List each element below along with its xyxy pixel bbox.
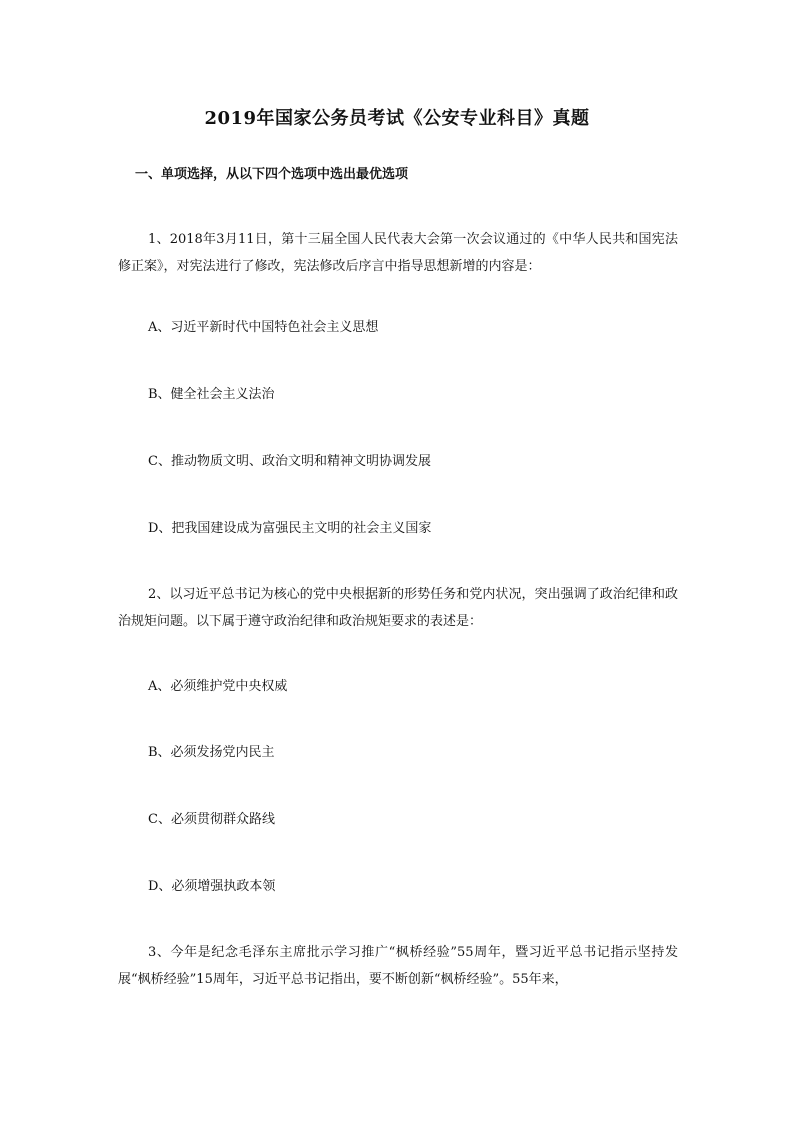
question-1-option-c: C、推动物质文明、政治文明和精神文明协调发展 <box>148 454 431 469</box>
question-2-option-d: D、必须增强执政本领 <box>148 879 276 894</box>
question-1-option-b: B、健全社会主义法治 <box>148 387 275 402</box>
question-2-option-c: C、必须贯彻群众路线 <box>148 812 275 827</box>
question-2-stem: 2、以习近平总书记为核心的党中央根据新的形势任务和党内状况，突出强调了政治纪律和政治规矩问题。以下属于遵守政治纪律和政治规矩要求的表述是： <box>118 587 678 629</box>
question-1-option-a: A、习近平新时代中国特色社会主义思想 <box>148 320 379 335</box>
question-1-option-d: D、把我国建设成为富强民主文明的社会主义国家 <box>148 521 432 536</box>
document-title: 2019年国家公务员考试《公安专业科目》真题 <box>204 108 590 129</box>
question-2-option-a: A、必须维护党中央权威 <box>148 679 288 694</box>
question-2-option-b: B、必须发扬党内民主 <box>148 745 275 760</box>
section-heading: 一、单项选择，从以下四个选项中选出最优选项 <box>135 167 409 182</box>
question-3-stem: 3、今年是纪念毛泽东主席批示学习推广“枫桥经验”55周年，暨习近平总书记指示坚持发展“枫桥经验”15周年，习近平总书记指出，要不断创新“枫桥经验”。55年来， <box>118 945 678 987</box>
question-1-stem: 1、2018年3月11日，第十三届全国人民代表大会第一次会议通过的《中华人民共和国宪法修正案》，对宪法进行了修改，宪法修改后序言中指导思想新增的内容是： <box>118 232 678 274</box>
